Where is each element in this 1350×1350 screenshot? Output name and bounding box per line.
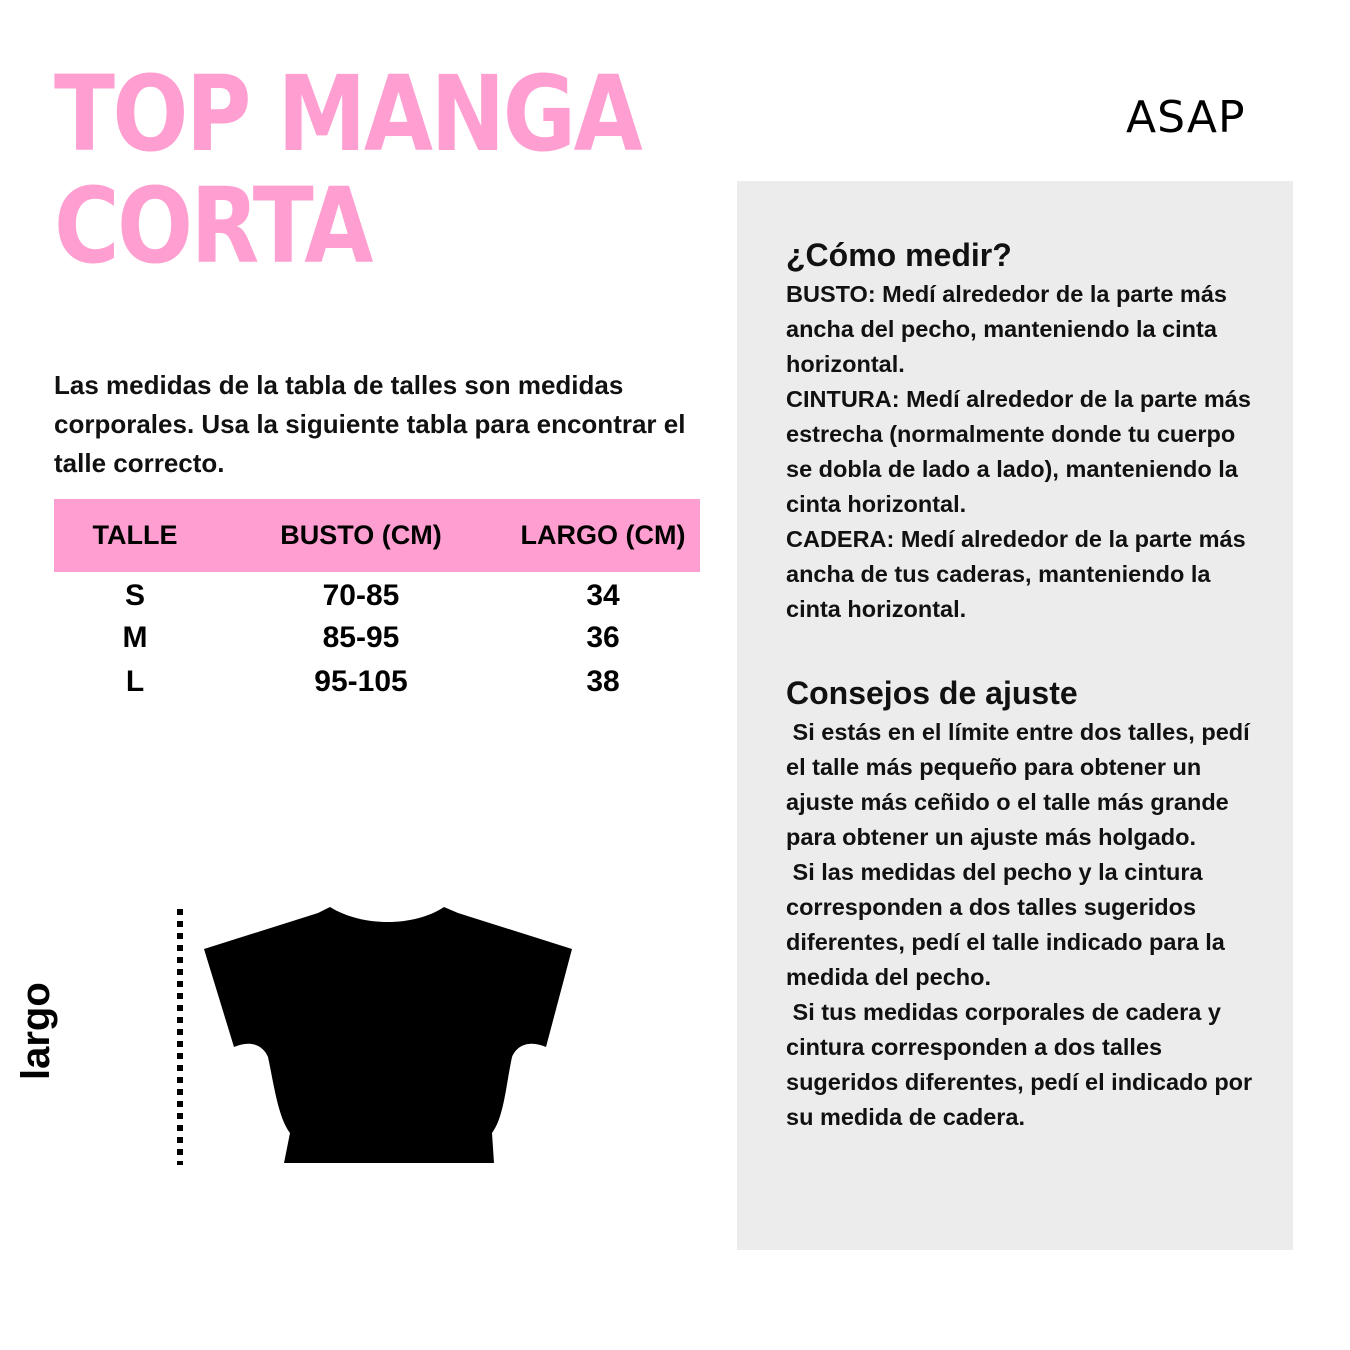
title-line-1: TOP MANGA [54, 53, 641, 175]
cell-bust: 70-85 [322, 579, 400, 612]
cell-size: M [122, 621, 148, 654]
table-header-row [54, 499, 700, 572]
how-to-measure-heading: ¿Cómo medir? [786, 237, 1012, 273]
top-silhouette-icon [204, 907, 572, 1163]
brand-logo: ASAP [1126, 92, 1246, 143]
fit-tips-heading: Consejos de ajuste [786, 675, 1078, 711]
measurement-guide-panel [737, 181, 1293, 1250]
size-table [54, 499, 700, 704]
how-to-measure-text: BUSTO: Medí alrededor de la parte más ancha del pecho, manteniendo la cinta horizontal. CINTURA: Medí alrededor de la parte más estrecha (normalmente donde tu cuerpo se dobla de lado a lado), manteniendo la cinta horizontal. CADERA: Medí alrededor de la parte más ancha de tus caderas, manteniendo la cinta horizontal. [786, 281, 1251, 622]
cell-bust: 85-95 [322, 621, 400, 654]
table-row [54, 660, 700, 704]
title-line-2: CORTA [54, 165, 371, 287]
header-busto: BUSTO (CM) [280, 520, 442, 550]
cell-size: L [125, 665, 145, 698]
header-talle: TALLE [92, 520, 178, 550]
cell-bust: 95-105 [314, 665, 408, 698]
table-row [54, 572, 700, 616]
fit-tips-text: Si estás en el límite entre dos talles, pedí el talle más pequeño para obtener un ajuste más ceñido o el talle más grande para obtener un ajuste más holgado. Si las medidas del pecho y la cintura corresponden a dos talles sugeridos diferentes, pedí el talle indicado para la medida del pecho. Si tus medidas corporales de cadera y cintura corresponden a dos talles sugeridos diferentes, pedí el indicado por su medida de cadera. [786, 719, 1253, 1130]
header-largo: LARGO (CM) [520, 520, 686, 550]
table-row [54, 616, 700, 660]
cell-length: 34 [586, 579, 620, 612]
cell-length: 38 [586, 665, 620, 698]
cell-length: 36 [586, 621, 620, 654]
page-title [54, 53, 641, 287]
garment-diagram [100, 895, 600, 1185]
intro-text: Las medidas de la tabla de talles son medidas corporales. Usa la siguiente tabla para encontrar el talle correcto. [54, 370, 686, 478]
cell-size: S [124, 579, 145, 612]
largo-label: largo [14, 982, 58, 1080]
